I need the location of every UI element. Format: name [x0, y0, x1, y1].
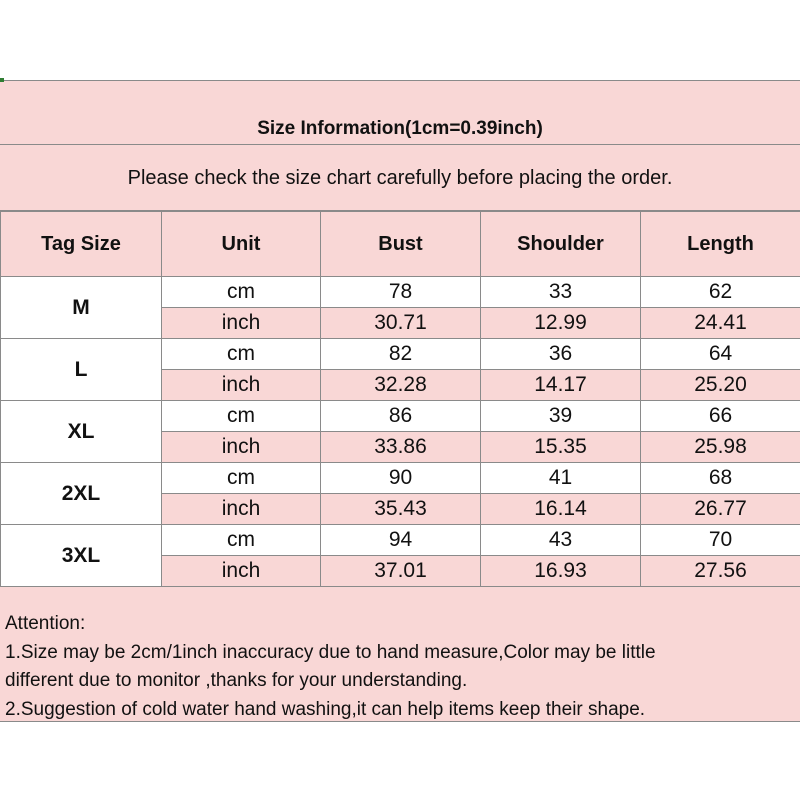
bust-cell: 33.86	[321, 432, 481, 463]
length-cell: 25.20	[641, 370, 800, 401]
shoulder-cell: 14.17	[481, 370, 641, 401]
length-cell: 70	[641, 525, 800, 556]
unit-cell: cm	[162, 339, 321, 370]
tag-size-cell: M	[1, 277, 162, 339]
shoulder-cell: 16.93	[481, 556, 641, 587]
shoulder-cell: 12.99	[481, 308, 641, 339]
bust-cell: 86	[321, 401, 481, 432]
bust-cell: 37.01	[321, 556, 481, 587]
unit-cell: cm	[162, 277, 321, 308]
length-cell: 27.56	[641, 556, 800, 587]
header-row	[1, 212, 800, 277]
unit-cell: cm	[162, 525, 321, 556]
unit-cell: inch	[162, 308, 321, 339]
attention-line: 1.Size may be 2cm/1inch inaccuracy due to hand measure,Color may be little	[5, 641, 656, 663]
shoulder-cell: 41	[481, 463, 641, 494]
bust-cell: 30.71	[321, 308, 481, 339]
header-shoulder: Shoulder	[481, 212, 641, 277]
tag-size-cell: XL	[1, 401, 162, 463]
attention-line: different due to monitor ,thanks for your understanding.	[5, 670, 468, 691]
shoulder-cell: 43	[481, 525, 641, 556]
page-subtitle: Please check the size chart carefully before placing the order.	[0, 146, 800, 211]
table-row	[1, 525, 800, 556]
length-cell: 62	[641, 277, 800, 308]
length-cell: 26.77	[641, 494, 800, 525]
size-table	[0, 211, 800, 587]
header-bust: Bust	[321, 212, 481, 277]
bust-cell: 82	[321, 339, 481, 370]
shoulder-cell: 36	[481, 339, 641, 370]
page-title: Size Information(1cm=0.39inch)	[0, 80, 800, 145]
bust-cell: 78	[321, 277, 481, 308]
header-tag-size: Tag Size	[1, 212, 162, 277]
bust-cell: 32.28	[321, 370, 481, 401]
attention-notes	[5, 610, 795, 724]
table-row	[1, 463, 800, 494]
unit-cell: cm	[162, 401, 321, 432]
tag-size-cell: 3XL	[1, 525, 162, 587]
unit-cell: inch	[162, 432, 321, 463]
bust-cell: 35.43	[321, 494, 481, 525]
table-row	[1, 277, 800, 308]
unit-cell: inch	[162, 494, 321, 525]
header-unit: Unit	[162, 212, 321, 277]
unit-cell: inch	[162, 370, 321, 401]
length-cell: 64	[641, 339, 800, 370]
tag-size-cell: 2XL	[1, 463, 162, 525]
bust-cell: 94	[321, 525, 481, 556]
shoulder-cell: 16.14	[481, 494, 641, 525]
bust-cell: 90	[321, 463, 481, 494]
length-cell: 24.41	[641, 308, 800, 339]
shoulder-cell: 33	[481, 277, 641, 308]
shoulder-cell: 15.35	[481, 432, 641, 463]
table-row	[1, 339, 800, 370]
length-cell: 68	[641, 463, 800, 494]
attention-heading: Attention:	[5, 613, 86, 634]
attention-line: 2.Suggestion of cold water hand washing,it can help items keep their shape.	[5, 698, 646, 720]
unit-cell: inch	[162, 556, 321, 587]
table-row	[1, 401, 800, 432]
header-length: Length	[641, 212, 800, 277]
shoulder-cell: 39	[481, 401, 641, 432]
length-cell: 66	[641, 401, 800, 432]
length-cell: 25.98	[641, 432, 800, 463]
tag-size-cell: L	[1, 339, 162, 401]
unit-cell: cm	[162, 463, 321, 494]
